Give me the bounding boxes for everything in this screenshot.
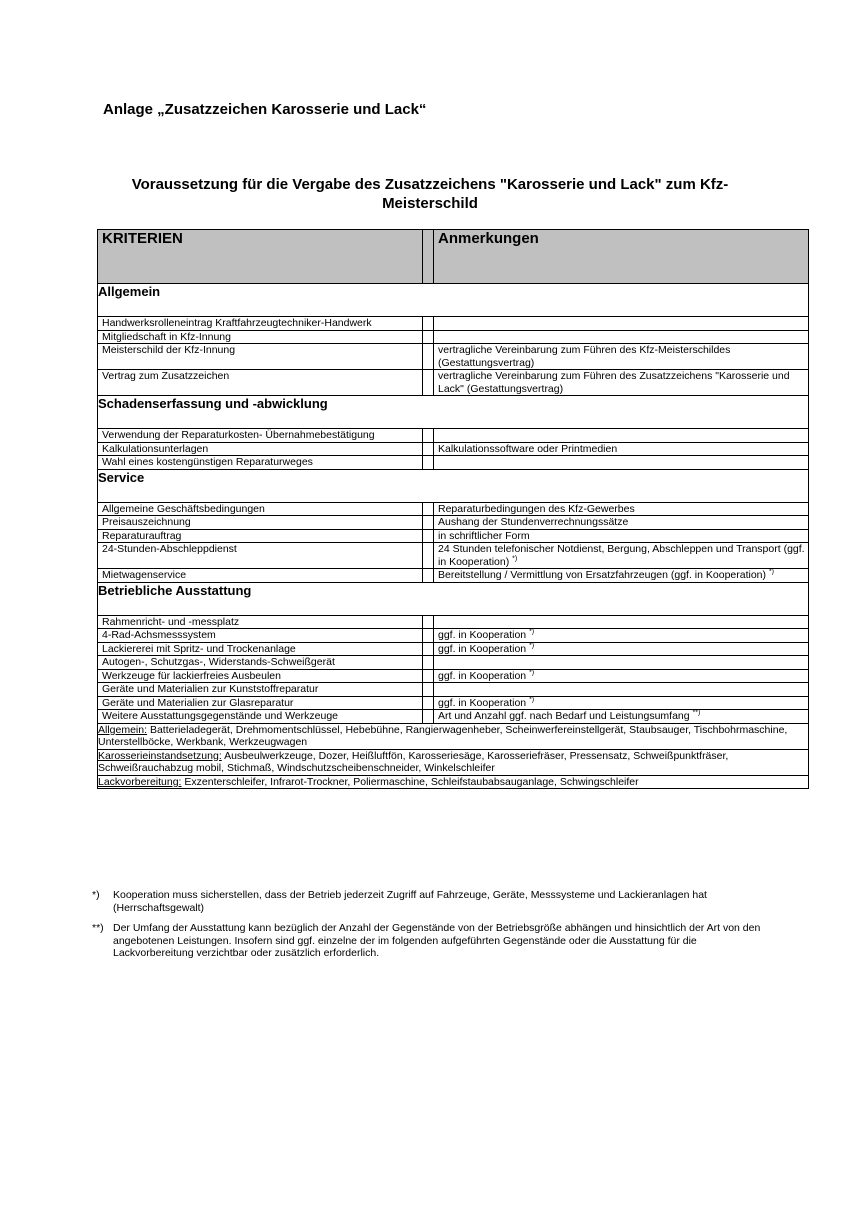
criterion-cell: Handwerksrolleneintrag Kraftfahrzeugtechniker-Handwerk — [98, 317, 423, 331]
remark-text: vertragliche Vereinbarung zum Führen des Zusatzzeichens "Karosserie und Lack" (Gestattungsvertrag) — [438, 370, 790, 395]
criterion-cell: Lackiererei mit Spritz- und Trockenanlage — [98, 642, 423, 656]
remark-cell — [434, 529, 809, 543]
section-row — [98, 284, 809, 317]
table-row — [98, 710, 809, 724]
criterion-cell: Meisterschild der Kfz-Innung — [98, 344, 423, 370]
remark-text: ggf. in Kooperation — [438, 642, 527, 655]
criterion-cell: Wahl eines kostengünstigen Reparaturweges — [98, 456, 423, 470]
spacer-cell — [423, 656, 434, 670]
footnote-marker: *) — [529, 628, 535, 636]
equipment-detail-row — [98, 749, 809, 775]
footnote-text: Der Umfang der Ausstattung kann bezüglich der Anzahl der Gegenstände von der Betriebsgröße abhängen und hinsichtlich der Art von den angebotenen Leistungen. Insofern sind ggf. einzelne der im folgenden aufgeführten Gegenstände oder die Ausstattung für die Lackvorbereitung verzichtbar oder zusätzlich erforderlich. — [113, 922, 761, 959]
criterion-cell: Reparaturauftrag — [98, 529, 423, 543]
document-title: Voraussetzung für die Vergabe des Zusatzzeichens "Karosserie und Lack" zum Kfz-Meisterschild — [131, 176, 729, 212]
criterion-cell: Allgemeine Geschäftsbedingungen — [98, 502, 423, 516]
footnote-marker: *) — [512, 555, 518, 562]
remark-cell — [434, 516, 809, 530]
footnote-marker: *) — [529, 669, 535, 676]
equipment-detail-cell — [98, 723, 809, 749]
spacer-cell — [423, 370, 434, 396]
footnote-marker: *) — [529, 642, 535, 649]
table-header-row — [98, 230, 809, 284]
remark-text: in schriftlicher Form — [438, 529, 530, 542]
criterion-cell: Weitere Ausstattungsgegenstände und Werkzeuge — [98, 710, 423, 724]
remark-cell — [434, 615, 809, 629]
section-title: Allgemein — [98, 284, 809, 317]
spacer-cell — [423, 344, 434, 370]
criterion-cell: Werkzeuge für lackierfreies Ausbeulen — [98, 669, 423, 683]
table-row — [98, 669, 809, 683]
table-row — [98, 656, 809, 670]
spacer-cell — [423, 529, 434, 543]
remark-cell — [434, 502, 809, 516]
remark-cell — [434, 656, 809, 670]
table-row — [98, 615, 809, 629]
remark-text: ggf. in Kooperation — [438, 629, 527, 641]
remark-cell — [434, 344, 809, 370]
remark-cell — [434, 543, 809, 569]
remark-cell — [434, 429, 809, 443]
spacer-cell — [423, 696, 434, 710]
table-row — [98, 442, 809, 456]
spacer-cell — [423, 456, 434, 470]
remark-cell — [434, 442, 809, 456]
criterion-cell: Geräte und Materialien zur Kunststoffreparatur — [98, 683, 423, 697]
table-row — [98, 344, 809, 370]
remark-cell — [434, 317, 809, 331]
spacer-cell — [423, 317, 434, 331]
table-row — [98, 516, 809, 530]
footnote-text: Kooperation muss sicherstellen, dass der Betrieb jederzeit Zugriff auf Fahrzeuge, Geräte, Messsysteme und Lackieranlagen hat (Herrschaftsgewalt) — [113, 889, 707, 914]
footnote-marker: *) — [768, 568, 775, 576]
section-row — [98, 582, 809, 615]
remark-text: 24 Stunden telefonischer Notdienst, Bergung, Abschleppen und Transport (ggf. in Kooperation) — [438, 543, 805, 568]
table-row — [98, 370, 809, 396]
criterion-cell: Kalkulationsunterlagen — [98, 442, 423, 456]
remark-cell — [434, 683, 809, 697]
footnote-marker: **) — [692, 709, 701, 717]
spacer-cell — [423, 516, 434, 530]
remark-cell — [434, 569, 809, 583]
table-row — [98, 330, 809, 344]
criterion-cell: Verwendung der Reparaturkosten- Übernahmebestätigung — [98, 429, 423, 443]
table-row — [98, 543, 809, 569]
criterion-cell: Vertrag zum Zusatzzeichen — [98, 370, 423, 396]
section-title: Service — [98, 469, 809, 502]
spacer-cell — [423, 543, 434, 569]
table-row — [98, 429, 809, 443]
table-row — [98, 642, 809, 656]
table-row — [98, 502, 809, 516]
remark-cell — [434, 330, 809, 344]
document-heading: Anlage „Zusatzzeichen Karosserie und Lack“ — [103, 101, 427, 118]
table-row — [98, 629, 809, 643]
equipment-detail-row — [98, 775, 809, 789]
remark-text: vertragliche Vereinbarung zum Führen des Kfz-Meisterschildes (Gestattungsvertrag) — [438, 344, 731, 369]
remark-cell — [434, 456, 809, 470]
section-title: Betriebliche Ausstattung — [98, 582, 809, 615]
header-criteria: KRITERIEN — [98, 230, 423, 284]
criterion-cell: Geräte und Materialien zur Glasreparatur — [98, 696, 423, 710]
footnote — [92, 922, 762, 960]
table-row — [98, 569, 809, 583]
remark-cell — [434, 669, 809, 683]
criterion-cell: 4-Rad-Achsmesssystem — [98, 629, 423, 643]
criterion-cell: Mietwagenservice — [98, 569, 423, 583]
equipment-list-text: Batterieladegerät, Drehmomentschlüssel, Hebebühne, Rangierwagenheber, Scheinwerfereinstellgerät, Staubsauger, Tischbohrmaschine, Unterstellböcke, Werkbank, Werkzeugwagen — [98, 723, 788, 748]
criteria-table-body — [98, 230, 809, 789]
criterion-cell: Mitgliedschaft in Kfz-Innung — [98, 330, 423, 344]
spacer-cell — [423, 330, 434, 344]
table-row — [98, 696, 809, 710]
remark-text: Aushang der Stundenverrechnungssätze — [438, 516, 629, 528]
spacer-cell — [423, 710, 434, 724]
footnotes — [92, 889, 762, 968]
table-row — [98, 456, 809, 470]
criterion-cell: Preisauszeichnung — [98, 516, 423, 530]
remark-text: ggf. in Kooperation — [438, 696, 527, 709]
footnote-mark: **) — [92, 922, 104, 934]
header-spacer — [423, 230, 434, 284]
section-row — [98, 469, 809, 502]
remark-cell — [434, 710, 809, 724]
section-title: Schadenserfassung und -abwicklung — [98, 396, 809, 429]
remark-text: Art und Anzahl ggf. nach Bedarf und Leistungsumfang — [438, 710, 690, 722]
remark-cell — [434, 370, 809, 396]
equipment-detail-row — [98, 723, 809, 749]
spacer-cell — [423, 429, 434, 443]
table-row — [98, 317, 809, 331]
spacer-cell — [423, 629, 434, 643]
spacer-cell — [423, 569, 434, 583]
table-row — [98, 683, 809, 697]
criterion-cell: Rahmenricht- und -messplatz — [98, 615, 423, 629]
equipment-category-label: Lackvorbereitung: — [98, 775, 182, 788]
spacer-cell — [423, 669, 434, 683]
criterion-cell: Autogen-, Schutzgas-, Widerstands-Schweißgerät — [98, 656, 423, 670]
header-remarks: Anmerkungen — [434, 230, 809, 284]
remark-cell — [434, 696, 809, 710]
equipment-list-text: Ausbeulwerkzeuge, Dozer, Heißluftfön, Karosseriesäge, Karosseriefräser, Pressensatz, Schweißpunktfräser, Schweißrauchabzug mobil, Stichmaß, Windschutzscheibenschneider, Winkelschleifer — [98, 749, 729, 774]
spacer-cell — [423, 442, 434, 456]
remark-text: Kalkulationssoftware oder Printmedien — [438, 442, 618, 455]
equipment-list-text: Exzenterschleifer, Infrarot-Trockner, Poliermaschine, Schleifstaubabsauganlage, Schwingschleifer — [181, 775, 639, 788]
remark-text: Bereitstellung / Vermittlung von Ersatzfahrzeugen (ggf. in Kooperation) — [438, 569, 767, 581]
equipment-category-label: Karosserieinstandsetzung: — [98, 749, 222, 762]
section-row — [98, 396, 809, 429]
remark-text: ggf. in Kooperation — [438, 669, 527, 682]
criteria-table — [97, 229, 809, 789]
equipment-detail-cell — [98, 775, 809, 789]
equipment-category-label: Allgemein: — [98, 723, 148, 736]
spacer-cell — [423, 615, 434, 629]
footnote-marker: *) — [529, 696, 535, 703]
spacer-cell — [423, 502, 434, 516]
remark-cell — [434, 642, 809, 656]
equipment-detail-cell — [98, 749, 809, 775]
remark-cell — [434, 629, 809, 643]
remark-text: Reparaturbedingungen des Kfz-Gewerbes — [438, 502, 635, 515]
spacer-cell — [423, 683, 434, 697]
criterion-cell: 24-Stunden-Abschleppdienst — [98, 543, 423, 569]
footnote-mark: *) — [92, 889, 100, 901]
spacer-cell — [423, 642, 434, 656]
footnote — [92, 889, 762, 914]
table-row — [98, 529, 809, 543]
